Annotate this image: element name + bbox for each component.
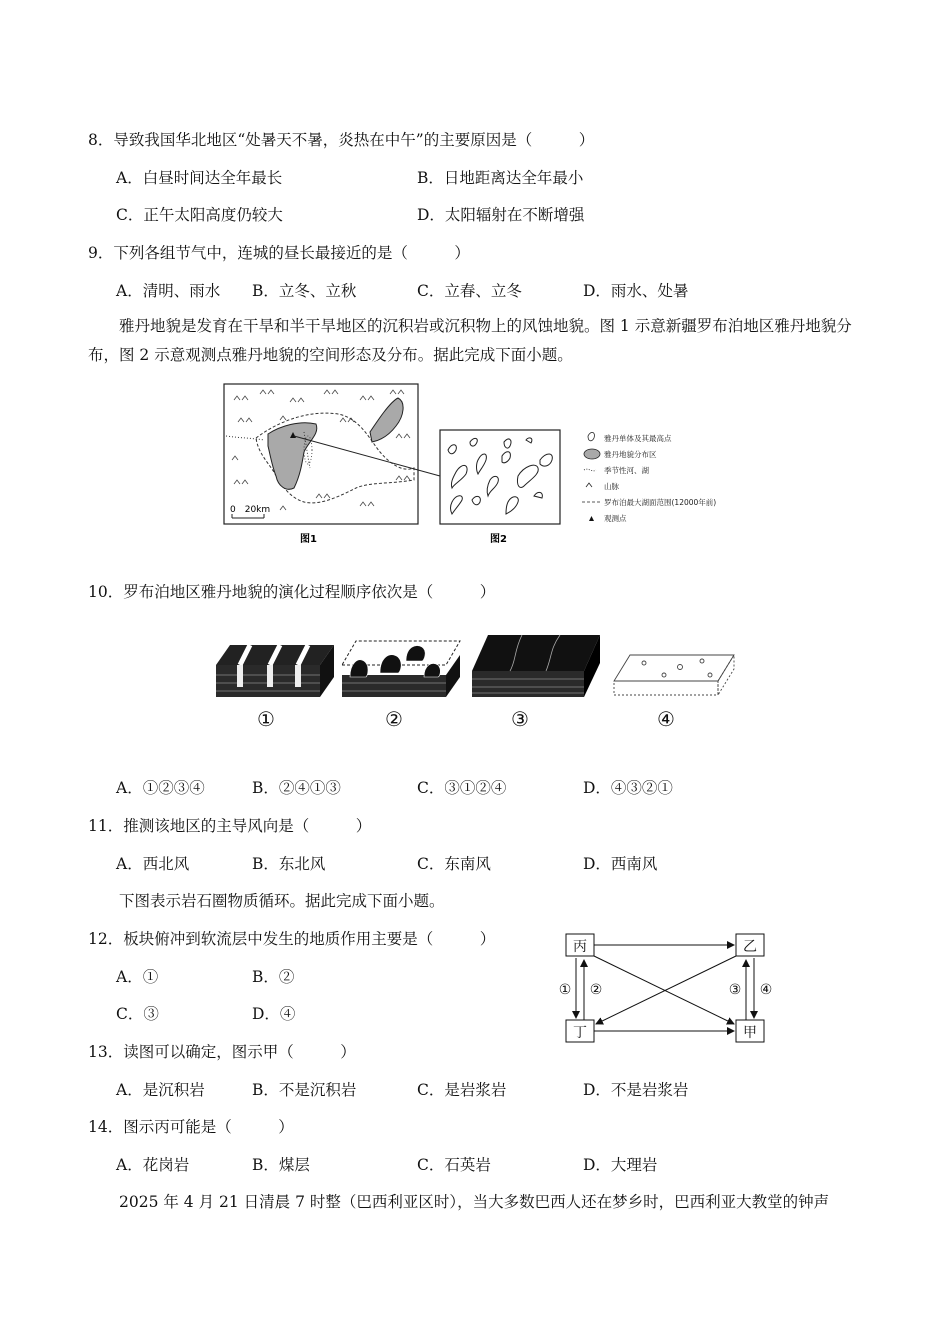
q11-stem: 11．推测该地区的主导风向是（ ） xyxy=(88,817,372,835)
yardang-map-figure xyxy=(220,380,740,550)
q12-option-b: B．② xyxy=(252,968,295,986)
q10-option-b: B．②④①③ xyxy=(252,779,341,797)
q14-option-d: D．大理岩 xyxy=(583,1156,658,1174)
fig2-label: 图2 xyxy=(490,534,507,545)
yardang-evolution-figure xyxy=(210,625,750,735)
q12-option-a: A．① xyxy=(116,968,159,986)
legend-yardang-area: 雅丹地貌分布区 xyxy=(604,450,657,459)
q13-stem: 13．读图可以确定，图示甲（ ） xyxy=(88,1043,356,1061)
q10-stem: 10．罗布泊地区雅丹地貌的演化过程顺序依次是（ ） xyxy=(88,583,496,601)
q10-option-d: D．④③②① xyxy=(583,779,673,797)
arrow-label-2: ② xyxy=(589,982,603,998)
intro-yardang: 雅丹地貌是发育在干旱和半干旱地区的沉积岩或沉积物上的风蚀地貌。图 1 示意新疆罗布泊地区雅丹地貌分布，图 2 示意观测点雅丹地貌的空间形态及分布。据此完成下面小题。 xyxy=(88,317,852,364)
fig1-label: 图1 xyxy=(300,534,317,545)
stage-3-block xyxy=(472,635,600,697)
q9-option-c: C．立春、立冬 xyxy=(417,282,522,300)
intro-brazil: 2025 年 4 月 21 日清晨 7 时整（巴西利亚区时），当大多数巴西人还在梦乡时，巴西利亚大教堂的钟声 xyxy=(119,1193,830,1211)
intro-rock-cycle: 下图表示岩石圈物质循环。据此完成下面小题。 xyxy=(119,892,445,910)
q14-option-b: B．煤层 xyxy=(252,1156,310,1174)
q11-option-a: A．西北风 xyxy=(116,855,190,873)
q14-option-a: A．花岗岩 xyxy=(116,1156,190,1174)
q8-option-d: D．太阳辐射在不断增强 xyxy=(417,206,585,224)
rock-cycle-diagram xyxy=(556,928,786,1050)
stage-2-block xyxy=(342,641,460,697)
legend-yardang-unit: 雅丹单体及其最高点 xyxy=(604,434,672,443)
node-jia: 甲 xyxy=(743,1025,757,1041)
legend-observation-point: 观测点 xyxy=(604,514,627,523)
q13-option-d: D．不是岩浆岩 xyxy=(583,1081,689,1099)
stage-label-2: ② xyxy=(385,707,403,731)
q10-option-a: A．①②③④ xyxy=(116,779,205,797)
q10-option-c: C．③①②④ xyxy=(417,779,507,797)
node-yi: 乙 xyxy=(743,939,757,955)
q9-stem: 9．下列各组节气中，连城的昼长最接近的是（ ） xyxy=(88,244,470,262)
arrow-label-1: ① xyxy=(558,982,572,998)
node-bing: 丙 xyxy=(573,939,587,955)
arrow-label-3: ③ xyxy=(728,982,742,998)
q8-option-c: C．正午太阳高度仍较大 xyxy=(116,206,283,224)
q13-option-c: C．是岩浆岩 xyxy=(417,1081,507,1099)
q8-option-b: B．日地距离达全年最小 xyxy=(417,169,584,187)
q12-option-c: C．③ xyxy=(116,1005,159,1023)
node-ding: 丁 xyxy=(573,1025,587,1041)
q9-option-a: A．清明、雨水 xyxy=(116,282,221,300)
q12-stem: 12．板块俯冲到软流层中发生的地质作用主要是（ ） xyxy=(88,930,496,948)
stage-label-1: ① xyxy=(257,707,275,731)
q14-stem: 14．图示丙可能是（ ） xyxy=(88,1118,294,1136)
q12-option-d: D．④ xyxy=(252,1005,296,1023)
map-legend xyxy=(582,432,716,523)
stage-label-4: ④ xyxy=(657,707,675,731)
q11-option-b: B．东北风 xyxy=(252,855,326,873)
q11-option-d: D．西南风 xyxy=(583,855,658,873)
arrow-label-4: ④ xyxy=(759,982,773,998)
stage-4-block xyxy=(614,655,734,695)
q9-option-d: D．雨水、处暑 xyxy=(583,282,689,300)
q8-option-a: A．白昼时间达全年最长 xyxy=(116,169,283,187)
legend-mountain: 山脉 xyxy=(604,482,619,491)
stage-1-block xyxy=(216,645,334,697)
legend-lake-extent: 罗布泊最大湖面范围(12000年前) xyxy=(604,498,717,507)
q13-option-b: B．不是沉积岩 xyxy=(252,1081,357,1099)
q9-option-b: B．立冬、立秋 xyxy=(252,282,357,300)
q11-option-c: C．东南风 xyxy=(417,855,491,873)
stage-label-3: ③ xyxy=(511,707,529,731)
q8-stem: 8．导致我国华北地区“处暑天不暑，炎热在中午”的主要原因是（ ） xyxy=(88,131,595,149)
q13-option-a: A．是沉积岩 xyxy=(116,1081,205,1099)
legend-seasonal-river: 季节性河、湖 xyxy=(604,466,649,475)
q14-option-c: C．石英岩 xyxy=(417,1156,491,1174)
map-scale: 0 20km xyxy=(230,505,271,515)
